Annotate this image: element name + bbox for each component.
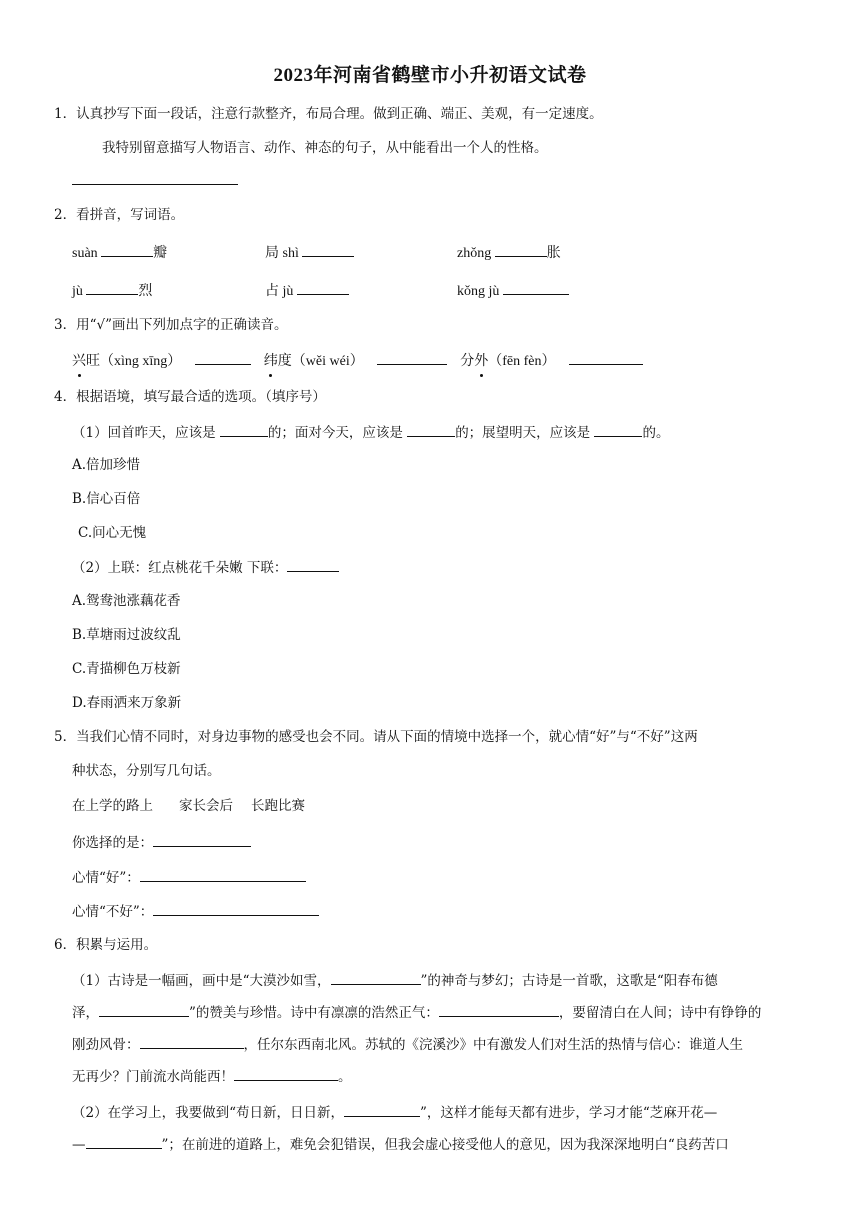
q6-line: （1）古诗是一幅画，画中是“大漠沙如雪， ”的神奇与梦幻；古诗是一首歌，这歌是“阳春布德	[72, 970, 810, 991]
q4-option: A.鸳鸯池涨藕花香	[72, 593, 181, 609]
q2-blank[interactable]	[297, 280, 349, 295]
q5-choice-blank[interactable]	[153, 832, 251, 847]
dotted-char: 兴	[72, 352, 86, 372]
q3-blank[interactable]	[195, 350, 251, 365]
q5-scene: 家长会后	[179, 798, 233, 814]
q2-stem: 2．看拼音，写词语。	[54, 207, 185, 223]
q5-scene: 在上学的路上	[72, 798, 153, 814]
q6-blank[interactable]	[439, 1002, 559, 1017]
q6-line: 刚劲风骨： ，任尔东西南北风。苏轼的《浣溪沙》中有激发人们对生活的热情与信心：谁道人生	[72, 1034, 810, 1055]
q5-scene: 长跑比赛	[251, 798, 305, 814]
q2-item: 局 shì	[265, 242, 354, 264]
q2-item: jù 烈	[72, 280, 152, 302]
q5-stem-cont: 种状态，分别写几句话。	[72, 763, 221, 779]
q2-blank[interactable]	[495, 242, 547, 257]
q5-bad-blank[interactable]	[153, 901, 319, 916]
q4-option: C.问心无愧	[78, 525, 147, 541]
q4-stem: 4．根据语境，填写最合适的选项。（填序号）	[54, 389, 326, 405]
q5-choice: 你选择的是：	[72, 832, 810, 853]
q5-good-blank[interactable]	[140, 867, 306, 882]
q5-bad: 心情“不好”：	[72, 901, 810, 922]
q6-line: — ”；在前进的道路上，难免会犯错误，但我会虚心接受他人的意见，因为我深深地明白“良药苦口	[72, 1134, 810, 1155]
q3-blank[interactable]	[377, 350, 447, 365]
q2-blank[interactable]	[101, 242, 153, 257]
q1-answer-blank[interactable]	[72, 170, 238, 185]
q4-blank[interactable]	[287, 557, 339, 572]
q1-stem: 1．认真抄写下面一段话，注意行款整齐，布局合理。做到正确、端正、美观，有一定速度。	[54, 106, 603, 122]
q2-blank[interactable]	[503, 280, 569, 295]
q6-blank[interactable]	[344, 1102, 420, 1117]
q4-option: D.春雨洒来万象新	[72, 695, 182, 711]
q4-blank[interactable]	[220, 422, 268, 437]
q4-option: C.青描柳色万枝新	[72, 661, 181, 677]
q2-item: suàn 瓣	[72, 242, 167, 264]
q6-blank[interactable]	[234, 1066, 338, 1081]
q4-blank[interactable]	[594, 422, 642, 437]
dotted-char: 纬	[264, 352, 278, 372]
q6-line: 泽， ”的赞美与珍惜。诗中有凛凛的浩然正气： ，要留清白在人间；诗中有铮铮的	[72, 1002, 810, 1023]
page-title: 2023年河南省鹤壁市小升初语文试卷	[273, 65, 587, 86]
q1-passage: 我特别留意描写人物语言、动作、神态的句子，从中能看出一个人的性格。	[102, 140, 548, 156]
q2-item: zhǒng 胀	[457, 242, 561, 264]
q2-item: kǒng jù	[457, 280, 569, 302]
q4-part1: （1）回首昨天，应该是 的；面对今天，应该是 的；展望明天，应该是 的。	[72, 422, 810, 443]
q4-option: A.倍加珍惜	[72, 457, 141, 473]
q3-items: 兴旺（xìng xīng） 纬度（wěi wéi） 分外（fēn fèn）	[72, 350, 810, 372]
q2-blank[interactable]	[302, 242, 354, 257]
dotted-char: 外	[474, 352, 488, 372]
q3-stem: 3．用“√”画出下列加点字的正确读音。	[54, 317, 288, 333]
q3-blank[interactable]	[569, 350, 643, 365]
q4-option: B.草塘雨过波纹乱	[72, 627, 181, 643]
q5-scenes	[72, 796, 810, 816]
q6-blank[interactable]	[86, 1134, 162, 1149]
q5-good: 心情“好”：	[72, 867, 810, 888]
q2-item: 占 jù	[265, 280, 349, 302]
q4-option: B.信心百倍	[72, 491, 141, 507]
q6-line: （2）在学习上，我要做到“苟日新，日日新， ”，这样才能每天都有进步，学习才能“芝麻开花—	[72, 1102, 810, 1123]
q6-stem: 6．积累与运用。	[54, 937, 158, 953]
q4-blank[interactable]	[407, 422, 455, 437]
q2-blank[interactable]	[86, 280, 138, 295]
q6-blank[interactable]	[331, 970, 421, 985]
q5-stem: 5．当我们心情不同时，对身边事物的感受也会不同。请从下面的情境中选择一个，就心情“好”与“不好”这两	[54, 729, 698, 745]
q1-answer-line	[72, 170, 810, 191]
q4-part2: （2）上联：红点桃花千朵嫩 下联：	[72, 557, 810, 578]
q6-line: 无再少？门前流水尚能西！ 。	[72, 1066, 810, 1087]
q6-blank[interactable]	[140, 1034, 244, 1049]
q6-blank[interactable]	[99, 1002, 189, 1017]
